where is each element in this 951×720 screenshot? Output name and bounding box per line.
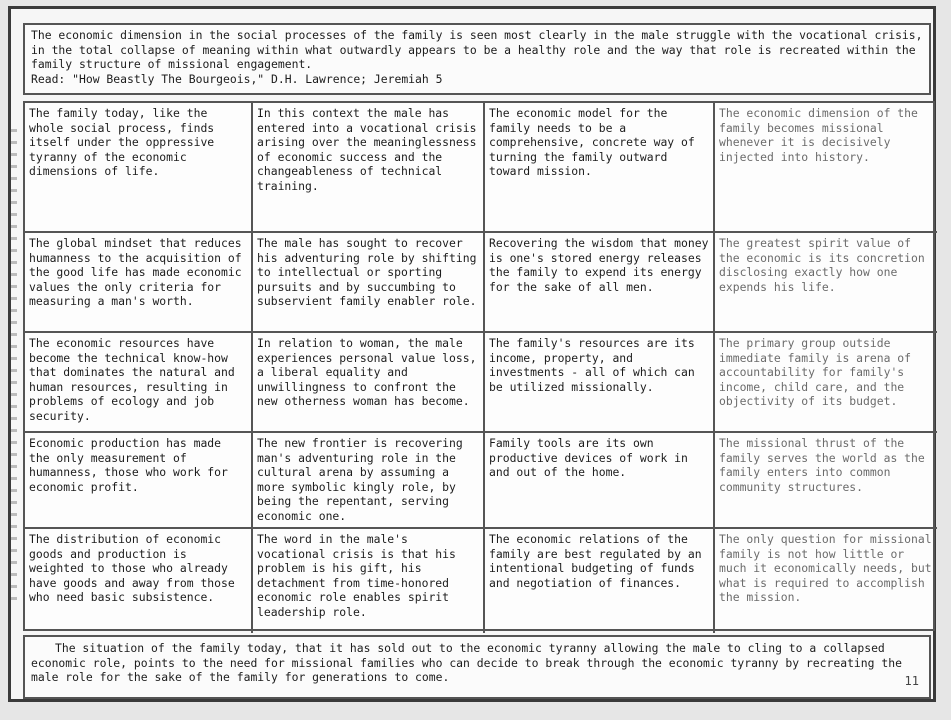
grid-cell-r4c4: The missional thrust of the family serves the world as the family enters into common community structures. — [715, 433, 937, 529]
grid-cell-r2c3: Recovering the wisdom that money is one's stored energy releases the family to expend its energy for the sake of all men. — [485, 233, 715, 333]
page-number: 11 — [904, 674, 919, 689]
grid-cell-r1c4: The economic dimension of the family becomes missional whenever it is decisively injected into history. — [715, 103, 937, 233]
grid-cell-r2c2: The male has sought to recover his adventuring role by shifting to intellectual or sporting pursuits and by succumbing to subservient family enabler role. — [253, 233, 485, 333]
grid-cell-r5c3: The economic relations of the family are best regulated by an intentional budgeting of funds and negotiation of finances. — [485, 529, 715, 633]
grid-cell-r3c2: In relation to woman, the male experiences personal value loss, a liberal equality and unwillingness to confront the new otherness woman has become. — [253, 333, 485, 433]
grid-cell-r1c3: The economic model for the family needs to be a comprehensive, concrete way of turning the family outward toward mission. — [485, 103, 715, 233]
grid-cell-r3c4: The primary group outside immediate family is arena of accountability for family's income, child care, and the objectivity of its budget. — [715, 333, 937, 433]
intro-paragraph: The economic dimension in the social processes of the family is seen most clearly in the male struggle with the vocational crisis, in the total collapse of meaning within what outwardly appears to be a healthy role and the way that role is recreated within the family structure of missional engagement. — [31, 28, 923, 71]
chart-grid — [23, 101, 935, 631]
document-sheet — [8, 6, 936, 702]
scan-edge-marks — [11, 129, 17, 609]
grid-cell-r5c1: The distribution of economic goods and production is weighted to those who already have goods and away from those who need basic subsistence. — [25, 529, 253, 633]
grid-cell-r2c4: The greatest spirit value of the economic is its concretion disclosing exactly how one expends his life. — [715, 233, 937, 333]
conclusion-box — [23, 635, 931, 699]
grid-cell-r1c2: In this context the male has entered into a vocational crisis arising over the meaninglessness of economic success and the changeableness of technical training. — [253, 103, 485, 233]
grid-cell-r4c1: Economic production has made the only measurement of humanness, those who work for economic profit. — [25, 433, 253, 529]
grid-cell-r3c1: The economic resources have become the technical know-how that dominates the natural and human resources, resulting in problems of ecology and job security. — [25, 333, 253, 433]
grid-cell-r4c2: The new frontier is recovering man's adventuring role in the cultural arena by assuming a more symbolic kingly role, by being the repentant, serving economic one. — [253, 433, 485, 529]
grid-cell-r4c3: Family tools are its own productive devices of work in and out of the home. — [485, 433, 715, 529]
grid-cell-r3c3: The family's resources are its income, property, and investments - all of which can be utilized missionally. — [485, 333, 715, 433]
intro-box — [23, 23, 931, 95]
reading-reference: Read: "How Beastly The Bourgeois," D.H. Lawrence; Jeremiah 5 — [31, 71, 443, 86]
conclusion-paragraph: The situation of the family today, that it has sold out to the economic tyranny allowing the male to cling to a collapsed economic role, points to the need for missional families who can decide to break through the economic tyranny by recreating the male role for the sake of the family for generations to come. — [31, 641, 902, 685]
grid-cell-r2c1: The global mindset that reduces humanness to the acquisition of the good life has made economic values the only criteria for measuring a man's worth. — [25, 233, 253, 333]
grid-cell-r5c2: The word in the male's vocational crisis is that his problem is his gift, his detachment from time-honored economic role enables spirit leadership role. — [253, 529, 485, 633]
grid-cell-r1c1: The family today, like the whole social process, finds itself under the oppressive tyranny of the economic dimensions of life. — [25, 103, 253, 233]
grid-cell-r5c4: The only question for missional family is not how little or much it economically needs, but what is required to accomplish the mission. — [719, 532, 932, 605]
